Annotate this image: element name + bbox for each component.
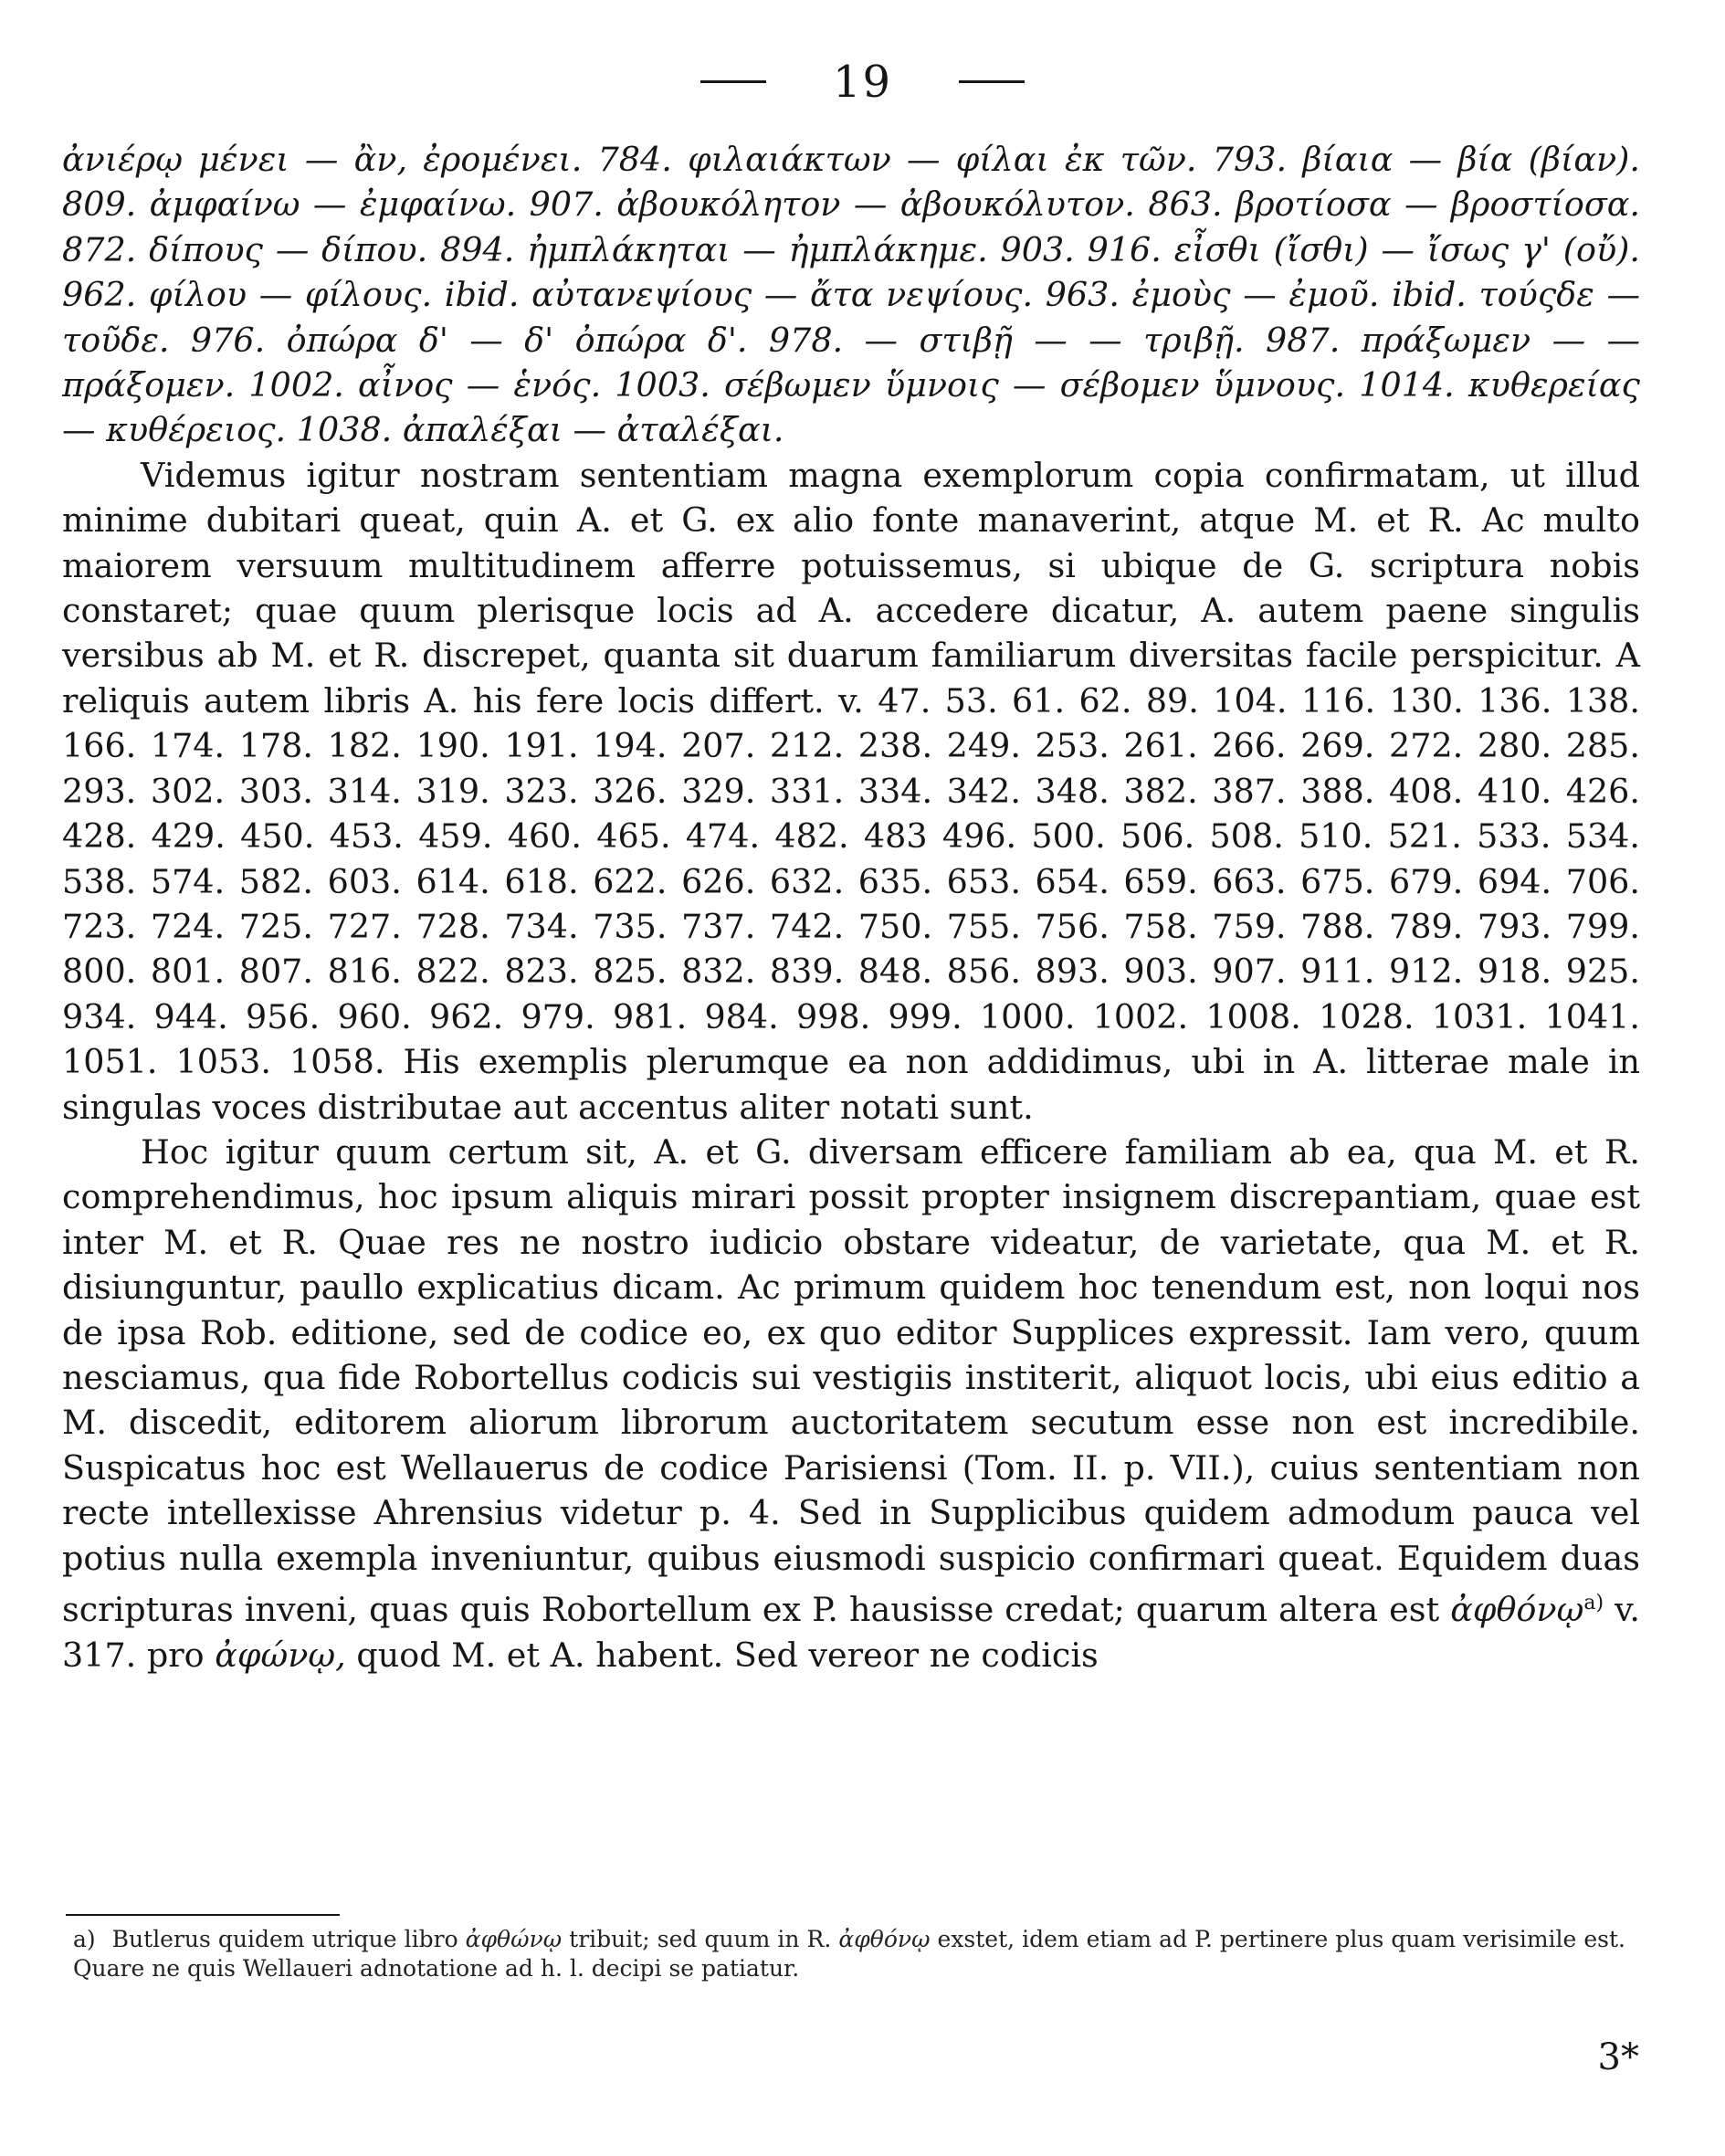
footnote-text-2: tribuit; sed quum in R. (562, 1926, 839, 1952)
paragraph-2-greek-2: ἀφώνῳ, (215, 1635, 346, 1675)
footnote-text-1: Butlerus quidem utrique libro (111, 1926, 466, 1952)
header-right-dash (959, 80, 1025, 83)
footnote-divider (66, 1914, 340, 1916)
header-left-dash (700, 80, 766, 83)
paragraph-1: Videmus igitur nostram sententiam magna exemplorum copia confirmatam, ut illud minime dubitari queat, quin A. et G. ex alio fonte manaverint, atque M. et R. Ac multo maiorem versuum multitudinem afferre potuissemus, si ubique de G. scriptura nobis constaret; quae quum plerisque locis ad A. accedere dicatur, A. autem paene singulis versibus ab M. et R. discrepet, quanta sit duarum familiarum diversitas facile perspicitur. A reliquis autem libris A. his fere locis differt. v. 47. 53. 61. 62. 89. 104. 116. 130. 136. 138. 166. 174. 178. 182. 190. 191. 194. 207. 212. 238. 249. 253. 261. 266. 269. 272. 280. 285. 293. 302. 303. 314. 319. 323. 326. 329. 331. 334. 342. 348. 382. 387. 388. 408. 410. 426. 428. 429. 450. 453. 459. 460. 465. 474. 482. 483 496. 500. 506. 508. 510. 521. 533. 534. 538. 574. 582. 603. 614. 618. 622. 626. 632. 635. 653. 654. 659. 663. 675. 679. 694. 706. 723. 724. 725. 727. 728. 734. 735. 737. 742. 750. 755. 756. 758. 759. 788. 789. 793. 799. 800. 801. 807. 816. 822. 823. 825. 832. 839. 848. 856. 893. 903. 907. 911. 912. 918. 925. 934. 944. 956. 960. 962. 979. 981. 984. 998. 999. 1000. 1002. 1008. 1028. 1031. 1041. 1051. 1053. 1058. His exemplis plerumque ea non addidimus, ubi in A. litterae male in singulas voces distributae aut accentus aliter notati sunt. (62, 455, 1640, 1127)
footnote-greek-1: ἀφθώνῳ (465, 1926, 563, 1952)
footnote-text-3: exstet, idem etiam ad P. pertinere plus quam verisimile est. Quare ne quis Wellaueri adnotatione ad h. l. decipi se patiatur. (73, 1926, 1625, 1982)
paragraph-2-greek-1: ἀφθόνῳ (1450, 1590, 1584, 1630)
footnote-mark: a) (73, 1926, 96, 1952)
paragraph-2-text-a: Hoc igitur quum certum sit, A. et G. diversam efficere familiam ab ea, qua M. et R. comprehendimus, hoc ipsum aliquis mirari possit propter insignem discrepantiam, quae est inter M. et R. Quae res ne nostro iudicio obstare videatur, de varietate, qua M. et R. disiunguntur, paullo explicatius dicam. Ac primum quidem hoc tenendum est, non loqui nos de ipsa Rob. editione, sed de codice eo, ex quo editor Supplices expressit. Iam vero, quum nesciamus, qua fide Robortellus codicis sui vestigiis institerit, aliquot locis, ubi eius editio a M. discedit, editorem aliorum librorum auctoritatem secutum esse non est incredibile. Suspicatus hoc est Wellauerus de codice Parisiensi (Tom. II. p. VII.), cuius sententiam non recte intellexisse Ahrensius videtur p. 4. Sed in Supplicibus quidem admodum pauca vel potius nulla exempla inveniuntur, quibus eiusmodi suspicio confirmari queat. Equidem duas scripturas inveni, quas quis Robortellum ex P. hausisse credat; quarum altera est (62, 1131, 1640, 1630)
body-text (62, 137, 1640, 1677)
footnote-greek-2: ἀφθόνῳ (838, 1926, 931, 1952)
footnote (73, 1925, 1625, 1983)
page-number: 19 (832, 56, 893, 108)
signature-mark: 3* (1597, 2036, 1639, 2078)
page-header (0, 53, 1725, 108)
paragraph-2-text-b: v. 317. pro (62, 1590, 1641, 1675)
paragraph-2-text-c: quod M. et A. habent. Sed vereor ne codicis (345, 1635, 1099, 1675)
greek-variant-list: ἀνιέρῳ μένει — ἂν, ἐρομένει. 784. φιλαιάκτων — φίλαι ἐκ τῶν. 793. βίαια — βία (βίαν). 809. ἀμφαίνω — ἐμφαίνω. 907. ἀβουκόλητον — ἀβουκόλυτον. 863. βροτίοσα — βροστίοσα. 872. δίπους — δίπου. 894. ἠμπλάκηται — ἠμπλάκημε. 903. 916. εἶσθι (ἴσθι) — ἴσως γ' (οὔ). 962. φίλου — φίλους. ibid. αὐτανεψίους — ἄτα νεψίους. 963. ἐμοὺς — ἐμοῦ. ibid. τούςδε — τοῦδε. 976. ὀπώρα δ' — δ' ὀπώρα δ'. 978. — στιβῇ — — τριβῇ. 987. πράξωμεν — — πράξομεν. 1002. αἶνος — ἑνός. 1003. σέβωμεν ὕμνοις — σέβομεν ὕμνους. 1014. κυθερείας — κυθέρειος. 1038. ἀπαλέξαι — ἀταλέξαι. (62, 140, 1640, 450)
paragraph-2 (62, 1130, 1640, 1677)
footnote-reference: a) (1583, 1592, 1604, 1614)
